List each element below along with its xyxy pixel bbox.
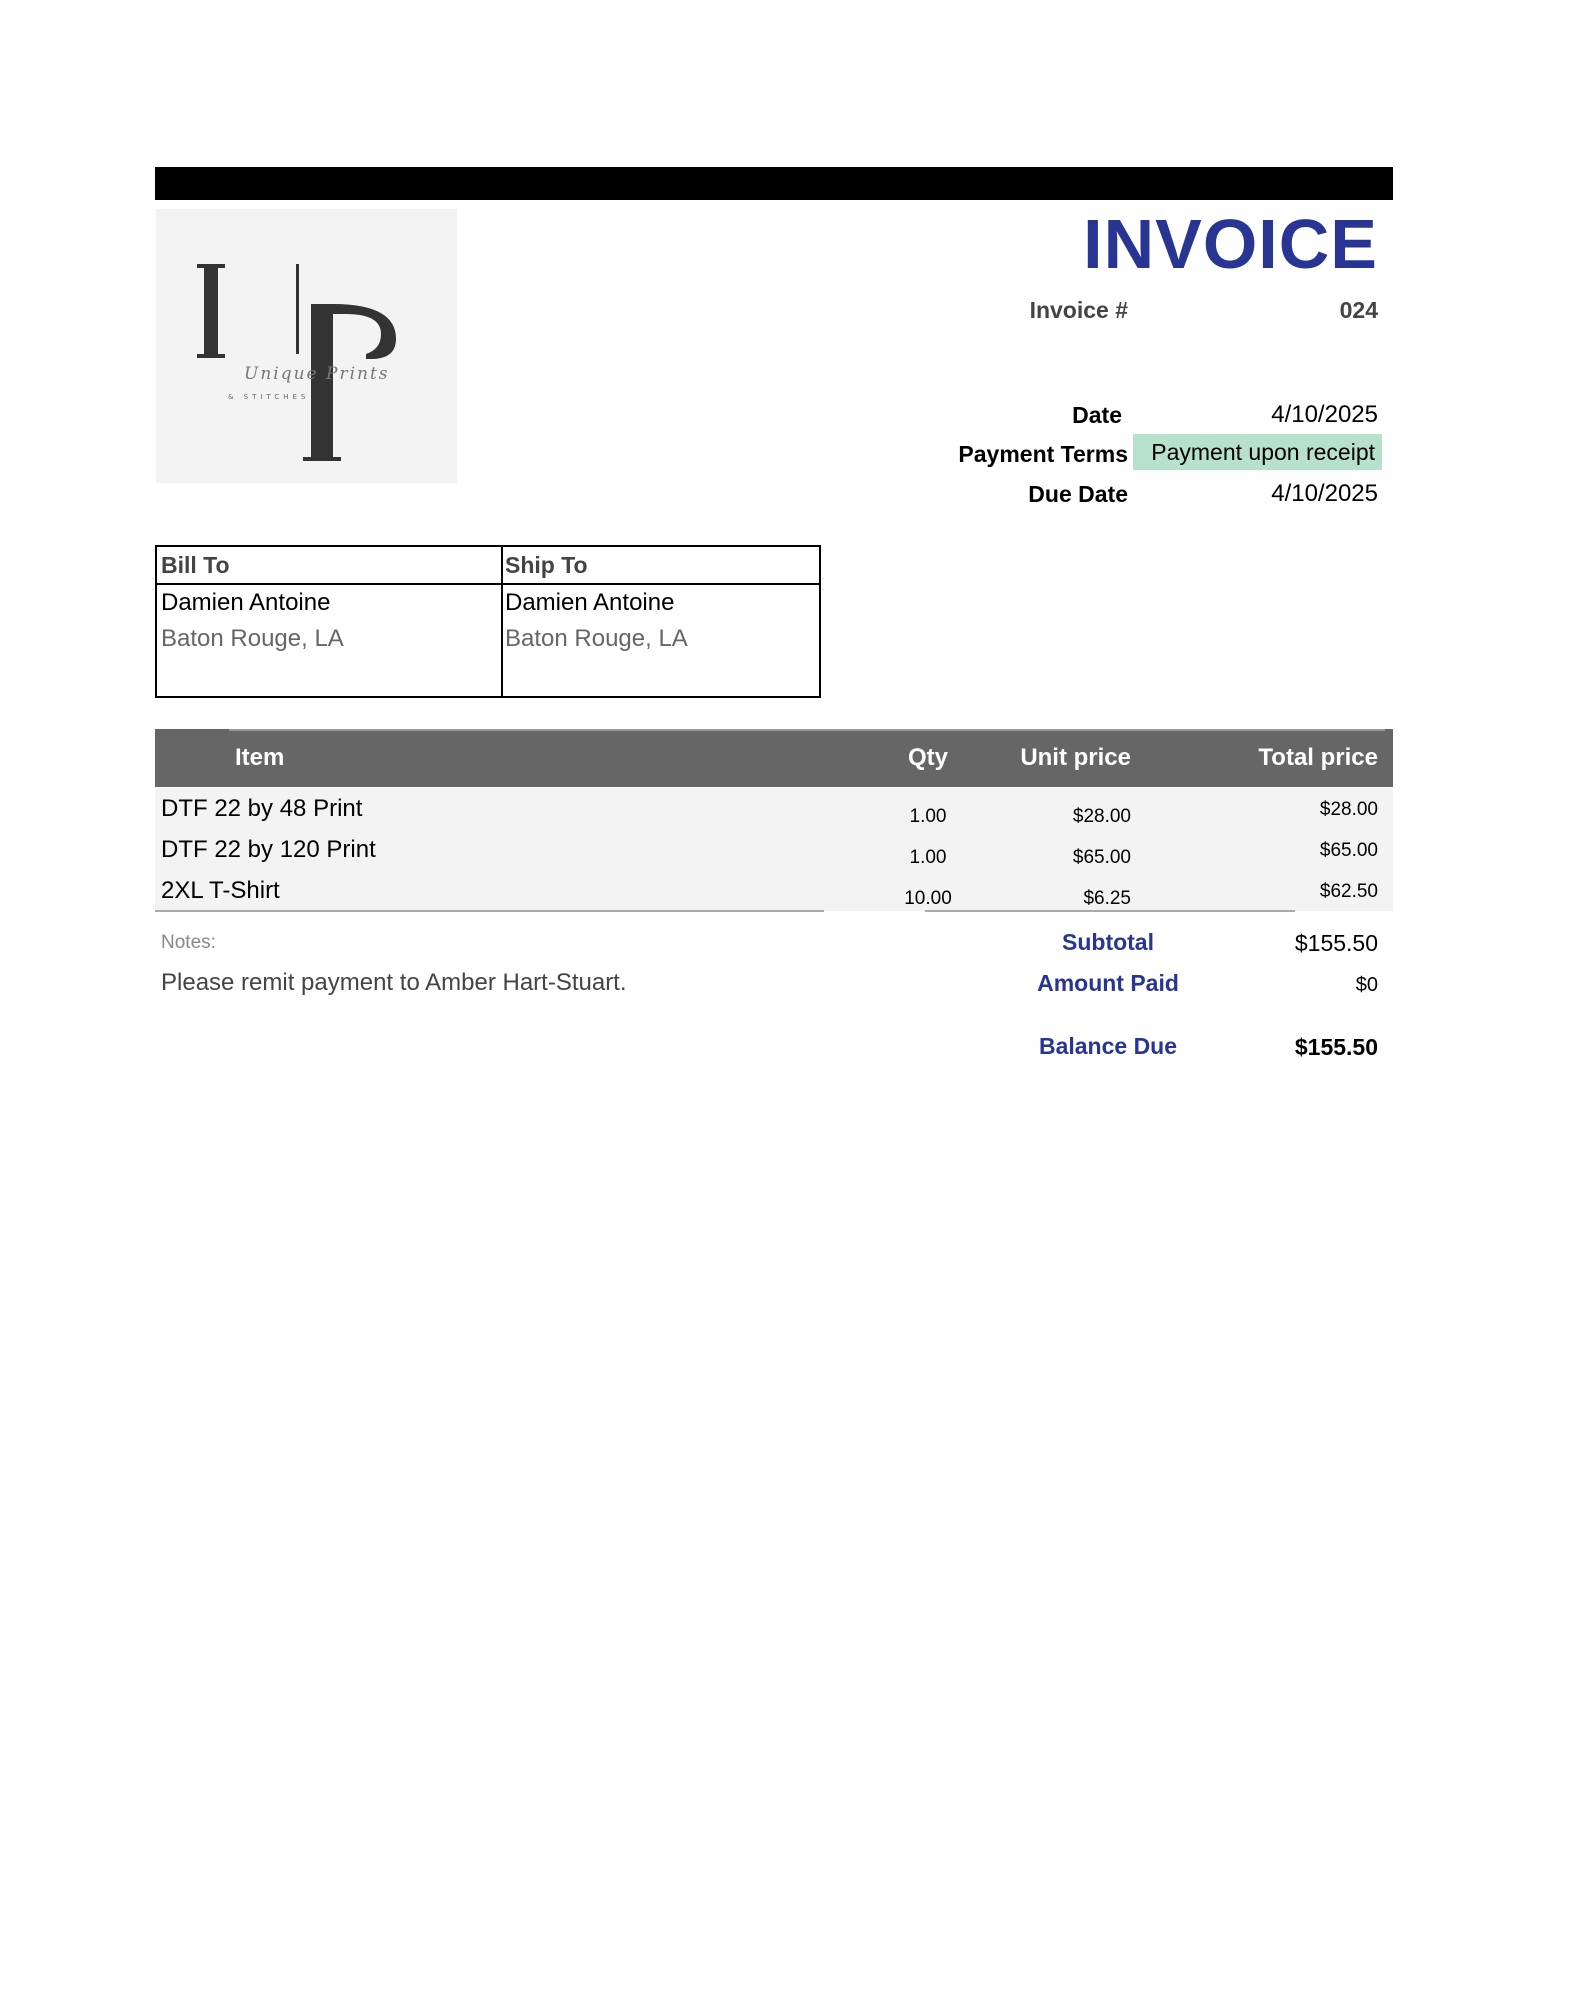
item-qty: 1.00 [909, 847, 947, 868]
due-date: 4/10/2025 [1271, 480, 1378, 507]
bill-to-section [157, 547, 503, 696]
invoice-number-label: Invoice # [1029, 297, 1128, 323]
table-row [155, 829, 1393, 870]
payment-terms-label: Payment Terms [958, 441, 1128, 467]
item-total-price: $62.50 [1319, 881, 1378, 902]
item-unit-price: $65.00 [1072, 847, 1131, 868]
header-rule [229, 729, 1385, 731]
amount-paid-value: $0 [1355, 974, 1378, 996]
balance-due-value: $155.50 [1294, 1034, 1378, 1060]
bill-to-city: Baton Rouge, LA [161, 625, 344, 652]
table-bottom-rule [925, 910, 1295, 912]
due-date-label: Due Date [1028, 481, 1128, 507]
table-row [155, 788, 1393, 829]
logo-sub-text: & STITCHES [228, 393, 310, 401]
amount-paid-label: Amount Paid [1037, 970, 1179, 996]
bill-to-name: Damien Antoine [161, 589, 331, 616]
item-name: DTF 22 by 48 Print [161, 795, 363, 822]
items-table-header [155, 729, 1393, 787]
address-box [155, 545, 821, 698]
column-header-qty: Qty [907, 744, 948, 771]
item-qty: 10.00 [904, 888, 952, 909]
ship-to-section [501, 547, 819, 696]
ship-to-label: Ship To [501, 547, 819, 585]
subtotal-value: $155.50 [1294, 930, 1378, 956]
table-row [155, 870, 1393, 911]
top-bar [155, 167, 1393, 200]
subtotal-label: Subtotal [1062, 929, 1154, 955]
items-table-body [155, 788, 1393, 911]
balance-due-label: Balance Due [1038, 1033, 1178, 1059]
invoice-number: 024 [1339, 297, 1378, 323]
item-total-price: $65.00 [1319, 840, 1378, 861]
ship-to-name: Damien Antoine [505, 589, 675, 616]
invoice-title: INVOICE [1083, 205, 1378, 283]
payment-terms-text: Payment upon receipt [1151, 439, 1375, 465]
notes-text: Please remit payment to Amber Hart-Stuart. [161, 969, 627, 996]
item-qty: 1.00 [909, 806, 947, 827]
item-name: DTF 22 by 120 Print [161, 836, 376, 863]
ship-to-city: Baton Rouge, LA [505, 625, 688, 652]
notes-label: Notes: [161, 932, 216, 953]
item-unit-price: $28.00 [1072, 806, 1131, 827]
column-header-total-price: Total price [1258, 744, 1378, 771]
item-total-price: $28.00 [1319, 799, 1378, 820]
date-label: Date [1072, 402, 1122, 428]
bill-to-label: Bill To [157, 547, 501, 585]
logo-script-text: Unique Prints [244, 364, 390, 384]
invoice-date: 4/10/2025 [1271, 401, 1378, 428]
column-header-unit-price: Unit price [1020, 744, 1131, 771]
item-unit-price: $6.25 [1083, 888, 1131, 909]
table-bottom-rule [155, 910, 824, 912]
company-logo [156, 209, 457, 483]
payment-terms-value [1133, 434, 1382, 470]
item-name: 2XL T-Shirt [161, 877, 280, 904]
column-header-item: Item [235, 744, 285, 771]
